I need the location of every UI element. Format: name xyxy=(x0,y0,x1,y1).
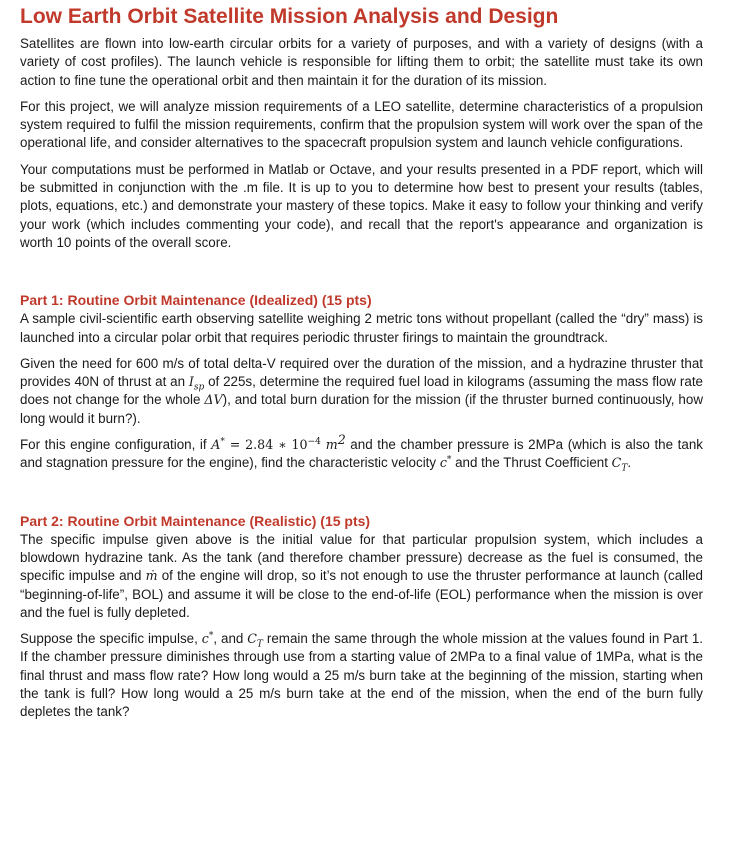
part-2-paragraph-1 xyxy=(20,531,703,622)
thrust-coefficient-symbol: $C_T$ xyxy=(611,455,628,474)
p2p1-text-b: of the engine will drop, so it’s not enough to use the thruster performance at launch (called “beginning-of-life”, BOL) and assume it will be close to the end-of-life (EOL) performance when the mission is over and the fuel is fully depleted. xyxy=(20,568,704,620)
mass-flow-symbol: ṁ xyxy=(145,568,158,584)
thrust-coefficient-symbol: $C_T$ xyxy=(247,631,263,650)
intro-paragraph-1: Satellites are flown into low-earth circular orbits for a variety of purposes, and with a variety of designs (with a variety of cost profiles). The launch vehicle is responsible for lifting them to orbit; the satellite must take its own action to fine tune the operational orbit and then maintain it for the duration of its mission. xyxy=(20,36,703,88)
c-star-symbol: c* xyxy=(439,455,452,471)
p1p2-text-c: ), and total burn duration for the mission (if the thruster burned continuously, how long would it burn?). xyxy=(20,392,703,426)
p1p2-text-b: of 225s, determine the required fuel load in kilograms (assuming the mass flow rate does not change for the whole xyxy=(20,374,703,408)
part-1-paragraph-2 xyxy=(20,355,703,428)
document-title: Low Earth Orbit Satellite Mission Analysis and Design xyxy=(20,5,559,28)
part-2-section xyxy=(20,512,703,722)
intro-paragraph-3: Your computations must be performed in Matlab or Octave, and your results presented in a PDF report, which will be submitted in conjunction with the .m file. It is up to you to determine how best to present your results (tables, plots, equations, etc.) and demonstrate your mastery of these topics. Make it easy to follow your thinking and verify your work (which includes commenting your code), and recall that the report's appearance and organization is worth 10 points of the overall score. xyxy=(20,161,703,250)
c-star-symbol: c* xyxy=(201,630,214,647)
part-1-section xyxy=(20,291,703,472)
p2p2-text-a: Suppose the specific impulse, xyxy=(20,631,202,647)
throat-area-symbol: A* xyxy=(211,436,225,453)
throat-area-value: = 2.84 ∗ $10^{-4}$ xyxy=(224,436,321,453)
part-2-heading: Part 2: Routine Orbit Maintenance (Realistic) (15 pts) xyxy=(20,512,371,529)
p1p3-text-c: and the Thrust Coefficient xyxy=(451,455,612,471)
delta-v-symbol: ΔV xyxy=(204,392,223,408)
p1p3-text-b: and the chamber pressure is 2MPa (which is also the tank and stagnation pressure for the engine), find the characteristic velocity xyxy=(20,437,703,471)
p2p2-text-c: remain the same through the whole mission at the values found in Part 1. If the chamber pressure diminishes through use from a starting value of 2MPa to a final value of 1MPa, what is the final thrust and mass flow rate? How long would a 25 m/s burn take at the beginning of the mission, starting when the tank is full? How long would a 25 m/s burn take at the end of the mission, when the end of the burn fully depletes the tank? xyxy=(20,631,703,720)
part-1-paragraph-1: A sample civil-scientific earth observing satellite weighing 2 metric tons without propellant (called the “dry” mass) is launched into a circular polar orbit that requires periodic thruster firings to maintain the groundtrack. xyxy=(20,311,703,345)
p1p3-text-a: For this engine configuration, if xyxy=(20,437,212,453)
p2p2-text-b: , and xyxy=(213,631,248,647)
p1p3-text-d: . xyxy=(627,455,632,471)
p2p1-text-a: The specific impulse given above is the initial value for that particular propulsion system, which includes a blowdown hydrazine tank. As the tank (and therefore chamber pressure) decrease as the fuel is consumed, the specific impulse and xyxy=(20,531,703,584)
throat-area-unit: $m^2$ xyxy=(325,431,346,453)
isp-symbol: $I_{sp}$ xyxy=(188,374,205,393)
part-1-heading: Part 1: Routine Orbit Maintenance (Idealized) (15 pts) xyxy=(20,292,372,309)
part-2-paragraph-2 xyxy=(20,630,703,721)
part-1-paragraph-3 xyxy=(20,431,703,474)
intro-paragraph-2: For this project, we will analyze mission requirements of a LEO satellite, determine characteristics of a propulsion system required to fulfil the mission requirements, confirm that the propulsion system will work over the span of the operational life, and consider alternatives to the spacecraft propulsion system and launch vehicle configurations. xyxy=(20,98,703,151)
p1p2-text-a: Given the need for 600 m/s of total delta-V required over the duration of the mission, and a hydrazine thruster that provides 40N of thrust at an xyxy=(20,355,703,390)
